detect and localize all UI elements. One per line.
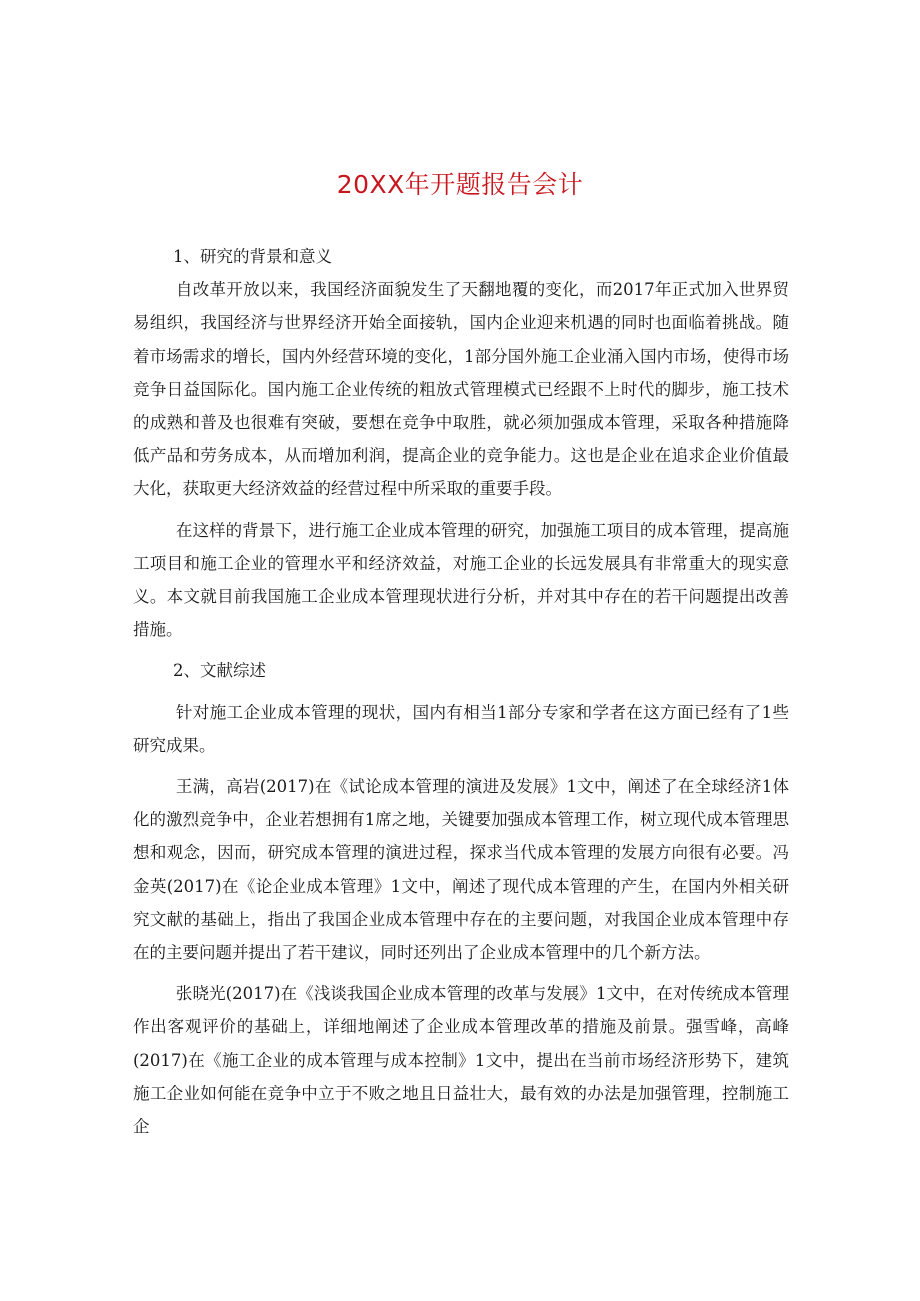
section-heading-literature: 2、文献综述 — [173, 661, 266, 681]
document-body — [133, 240, 789, 1143]
section-heading-background: 1、研究的背景和意义 — [173, 247, 332, 266]
paragraph-literature-2: 王满，高岩(2017)在《试论成本管理的演进及发展》1文中，阐述了在全球经济1体化的激烈竞争中，企业若想拥有1席之地，关键要加强成本管理工作，树立现代成本管理思想和观念，因而，研究成本管理的演进过程，探求当代成本管理的发展方向很有必要。冯金英(2017)在《论企业成本管理》1文中，阐述了现代成本管理的产生，在国内外相关研究文献的基础上，指出了我国企业成本管理中存在的主要问题，对我国企业成本管理中存在的主要问题并提出了若干建议，同时还列出了企业成本管理中的几个新方法。 — [133, 777, 789, 963]
paragraph-background-2: 在这样的背景下，进行施工企业成本管理的研究，加强施工项目的成本管理，提高施工项目和施工企业的管理水平和经济效益，对施工企业的长远发展具有非常重大的现实意义。本文就目前我国施工企业成本管理现状进行分析，并对其中存在的若干问题提出改善措施。 — [133, 520, 789, 640]
paragraph-background-1: 自改革开放以来，我国经济面貌发生了天翻地覆的变化，而2017年正式加入世界贸易组织，我国经济与世界经济开始全面接轨，国内企业迎来机遇的同时也面临着挑战。随着市场需求的增长，国内外经营环境的变化，1部分国外施工企业涌入国内市场，使得市场竞争日益国际化。国内施工企业传统的粗放式管理模式已经跟不上时代的脚步，施工技术的成熟和普及也很难有突破，要想在竞争中取胜，就必须加强成本管理，采取各种措施降低产品和劳务成本，从而增加利润，提高企业的竞争能力。这也是企业在追求企业价值最大化，获取更大经济效益的经营过程中所采取的重要手段。 — [133, 280, 789, 499]
paragraph-literature-3: 张晓光(2017)在《浅谈我国企业成本管理的改革与发展》1文中，在对传统成本管理作出客观评价的基础上，详细地阐述了企业成本管理改革的措施及前景。强雪峰，高峰(2017)在《施工企业的成本管理与成本控制》1文中，提出在当前市场经济形势下，建筑施工企业如何能在竞争中立于不败之地且日益壮大，最有效的办法是加强管理，控制施工企 — [133, 984, 789, 1137]
document-title: 20XX年开题报告会计 — [336, 170, 584, 199]
paragraph-literature-1: 针对施工企业成本管理的现状，国内有相当1部分专家和学者在这方面已经有了1些研究成果。 — [133, 702, 789, 755]
